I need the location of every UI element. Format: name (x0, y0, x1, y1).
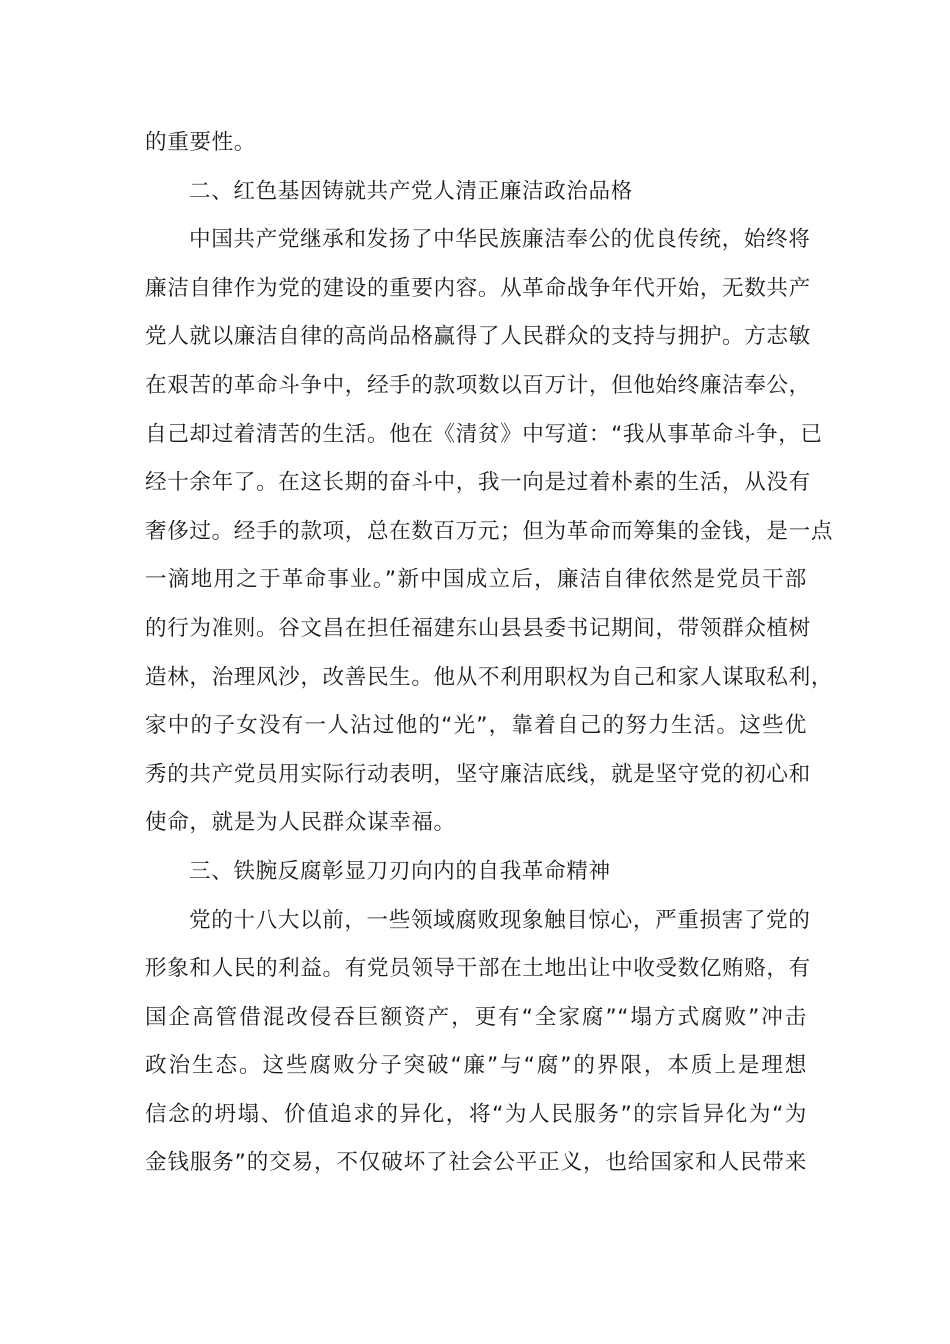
paragraph-line: 秀的共产党员用实际行动表明，坚守廉洁底线，就是坚守党的初心和 (145, 761, 811, 787)
paragraph-line: 奢侈过。经手的款项，总在数百万元；但为革命而筹集的金钱，是一点 (145, 518, 834, 544)
paragraph-line: 党的十八大以前，一些领域腐败现象触目惊心，严重损害了党的 (189, 907, 811, 933)
paragraph-line: 家中的子女没有一人沾过他的“光”，靠着自己的努力生活。这些优 (145, 713, 807, 739)
paragraph-line: 党人就以廉洁自律的高尚品格赢得了人民群众的支持与拥护。方志敏 (145, 324, 811, 350)
paragraph-line: 的重要性。 (145, 130, 256, 155)
section-heading: 二、红色基因铸就共产党人清正廉洁政治品格 (189, 178, 633, 204)
paragraph-line: 的行为准则。谷文昌在担任福建东山县县委书记期间，带领群众植树 (145, 615, 811, 641)
paragraph-line: 国企高管借混改侵吞巨额资产，更有“全家腐”“塌方式腐败”冲击 (145, 1004, 807, 1030)
paragraph-line: 一滴地用之于革命事业。”新中国成立后，廉洁自律依然是党员干部 (145, 567, 807, 593)
paragraph-line: 中国共产党继承和发扬了中华民族廉洁奉公的优良传统，始终将 (189, 227, 811, 253)
paragraph-line: 形象和人民的利益。有党员领导干部在土地出让中收受数亿贿赂，有 (145, 956, 811, 982)
paragraph-line: 政治生态。这些腐败分子突破“廉”与“腐”的界限，本质上是理想 (145, 1053, 807, 1079)
paragraph-line: 经十余年了。在这长期的奋斗中，我一向是过着朴素的生活，从没有 (145, 470, 811, 496)
paragraph-line: 廉洁自律作为党的建设的重要内容。从革命战争年代开始，无数共产 (145, 275, 811, 301)
document-page (145, 124, 834, 1193)
paragraph-line: 在艰苦的革命斗争中，经手的款项数以百万计，但他始终廉洁奉公， (145, 372, 811, 398)
section-heading: 三、铁腕反腐彰显刀刃向内的自我革命精神 (189, 858, 611, 884)
paragraph-line: 使命，就是为人民群众谋幸福。 (145, 810, 456, 836)
paragraph-line: 金钱服务”的交易，不仅破坏了社会公平正义，也给国家和人民带来 (145, 1150, 807, 1176)
paragraph-line: 自己却过着清苦的生活。他在《清贫》中写道：“我从事革命斗争，已 (145, 421, 823, 447)
paragraph-line: 造林，治理风沙，改善民生。他从不利用职权为自己和家人谋取私利， (145, 664, 834, 690)
paragraph-line: 信念的坍塌、价值追求的异化，将“为人民服务”的宗旨异化为“为 (145, 1101, 807, 1127)
